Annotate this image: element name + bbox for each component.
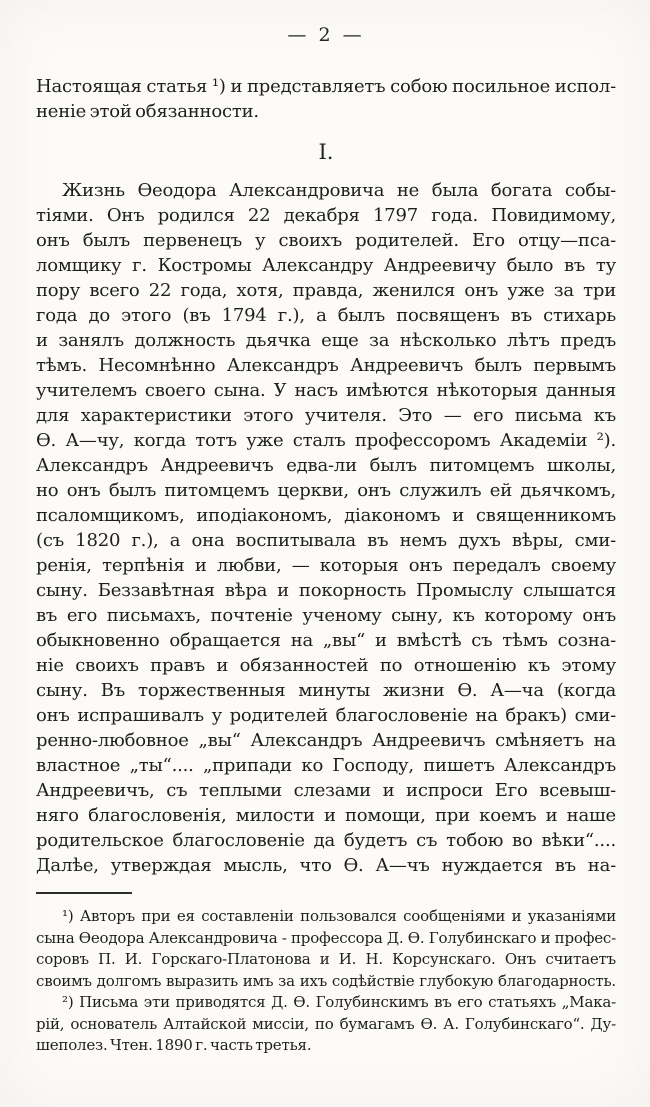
text-line: тіями. Онъ родился 22 декабря 1797 года. Повидимому, bbox=[36, 205, 616, 226]
text-line: обыкновенно обращается на „вы“ и вмѣстѣ съ тѣмъ созна- bbox=[36, 630, 616, 651]
text-line: властное „ты“.... „припади ко Господу, пишетъ Александръ bbox=[36, 755, 616, 776]
footnote-separator-rule bbox=[36, 892, 132, 894]
text-line: родительское благословеніе да будетъ съ тобою во вѣки“.... bbox=[36, 830, 616, 851]
footnote-2 bbox=[36, 992, 616, 1057]
text-line: и занялъ должность дьячка еще за нѣсколько лѣтъ предъ bbox=[36, 330, 616, 351]
text-line: ломщику г. Костромы Александру Андреевичу было въ ту bbox=[36, 255, 616, 276]
text-line: соровъ П. И. Горскаго-Платонова и И. Н. Корсунскаго. Онъ считаетъ bbox=[36, 950, 616, 968]
text-line: въ его письмахъ, почтеніе ученому сыну, къ которому онъ bbox=[36, 605, 616, 626]
text-line: Жизнь Ѳеодора Александровича не была богата собы- bbox=[62, 180, 616, 201]
intro-paragraph bbox=[36, 74, 616, 124]
text-line: рій, основатель Алтайской миссіи, по бумагамъ Ѳ. А. Голубинскаго“. Ду- bbox=[36, 1014, 616, 1033]
text-line: пору всего 22 года, хотя, правда, женился онъ уже за три bbox=[36, 280, 616, 301]
text-line: ренія, терпѣнія и любви, — которыя онъ передалъ своему bbox=[36, 555, 616, 576]
text-line: своимъ долгомъ выразить имъ за ихъ содѣйствіе глубокую благодарность. bbox=[36, 971, 616, 990]
text-line: тѣмъ. Несомнѣнно Александръ Андреевичъ былъ первымъ bbox=[36, 355, 616, 376]
text-line: для характеристики этого учителя. Это — его письма къ bbox=[36, 405, 616, 426]
text-line: Ѳ. А—чу, когда тотъ уже сталъ профессоромъ Академіи ²). bbox=[36, 430, 616, 451]
text-line: ніе своихъ правъ и обязанностей по отношенію къ этому bbox=[36, 655, 616, 676]
text-line: учителемъ своего сына. У насъ имѣются нѣкоторыя данныя bbox=[36, 380, 616, 401]
text-line: Андреевичъ, съ теплыми слезами и испроси Его всевыш- bbox=[36, 780, 616, 801]
text-line: Далѣе, утверждая мысль, что Ѳ. А—чъ нуждается въ на- bbox=[36, 855, 616, 876]
text-line: но онъ былъ питомцемъ церкви, онъ служилъ ей дьячкомъ, bbox=[36, 480, 616, 501]
text-line: онъ былъ первенецъ у своихъ родителей. Его отцу—пса- bbox=[36, 230, 616, 251]
text-line: ²) Письма эти приводятся Д. Ѳ. Голубинскимъ въ его статьяхъ „Мака- bbox=[62, 993, 616, 1011]
text-line: года до этого (въ 1794 г.), а былъ посвященъ въ стихарь bbox=[36, 305, 616, 326]
text-line: ренно-любовное „вы“ Александръ Андреевичъ смѣняетъ на bbox=[36, 730, 616, 751]
text-line: няго благословенія, милости и помощи, при коемъ и наше bbox=[36, 805, 616, 826]
section-heading: I. bbox=[318, 140, 334, 164]
text-line: Настоящая статья ¹) и представляетъ собою посильное испол- bbox=[36, 76, 616, 97]
text-line: онъ испрашивалъ у родителей благословеніе на бракъ) сми- bbox=[36, 705, 616, 726]
text-line: шеполез. Чтен. 1890 г. часть третья. bbox=[36, 1036, 312, 1054]
text-line: Александръ Андреевичъ едва-ли былъ питомцемъ школы, bbox=[36, 455, 616, 476]
text-line: неніе этой обязанности. bbox=[36, 101, 259, 122]
text-line: сыну. Въ торжественныя минуты жизни Ѳ. А—ча (когда bbox=[36, 680, 616, 701]
text-line: сына Ѳеодора Александровича - профессора Д. Ѳ. Голубинскаго и профес- bbox=[36, 928, 616, 947]
main-paragraph bbox=[36, 178, 616, 878]
text-line: псаломщикомъ, иподіакономъ, діакономъ и священникомъ bbox=[36, 505, 616, 526]
text-line: (съ 1820 г.), а она воспитывала въ немъ духъ вѣры, сми- bbox=[36, 530, 616, 551]
footnote-1 bbox=[36, 906, 616, 992]
page-number: — 2 — bbox=[287, 24, 365, 46]
text-line: ¹) Авторъ при ея составленіи пользовался сообщеніями и указаніями bbox=[62, 907, 616, 925]
text-line: сыну. Беззавѣтная вѣра и покорность Промыслу слышатся bbox=[36, 580, 616, 601]
